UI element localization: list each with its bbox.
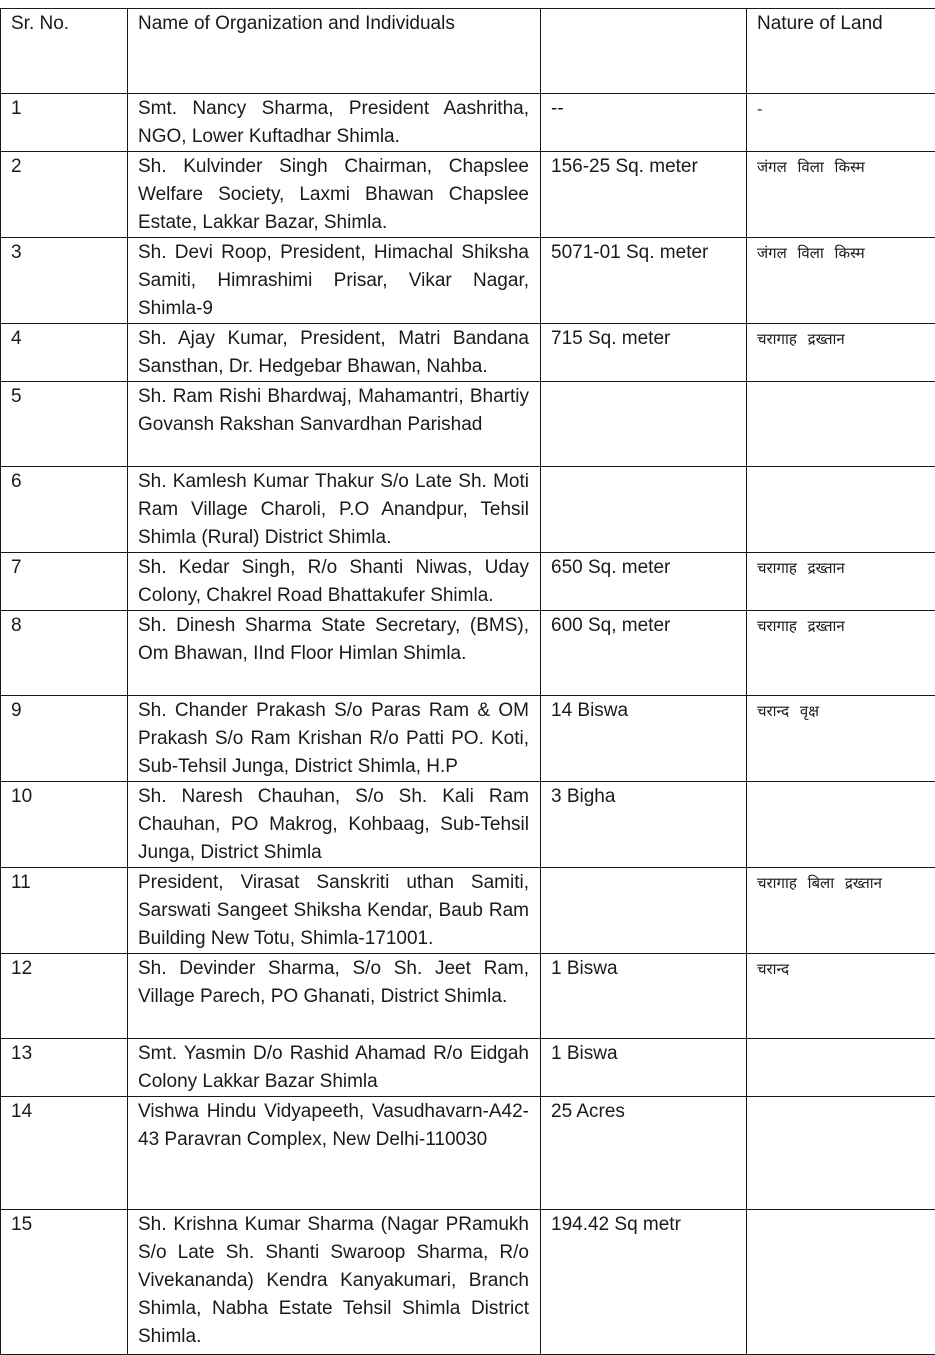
name-cell: Sh. Krishna Kumar Sharma (Nagar PRamukh S/o Late Sh. Shanti Swaroop Sharma, R/o Vivekananda) Kendra Kanyakumari, Branch Shimla, Nabha Estate Tehsil Shimla District Shimla. [128,1210,541,1355]
nature-cell [747,1210,935,1355]
sr-no-cell: 9 [1,696,128,782]
table-row [1,696,935,782]
nature-cell: चरागाह द्रख्तान [747,324,935,382]
name-cell: Sh. Devinder Sharma, S/o Sh. Jeet Ram, Village Parech, PO Ghanati, District Shimla. [128,954,541,1039]
nature-cell: चरागाह द्रख्तान [747,553,935,611]
area-cell [541,467,747,553]
table-row [1,1039,935,1097]
table-row [1,611,935,696]
area-cell: 194.42 Sq metr [541,1210,747,1355]
sr-no-cell: 15 [1,1210,128,1355]
nature-cell: जंगल विला किस्म [747,152,935,238]
table-row [1,382,935,467]
sr-no-cell: 10 [1,782,128,868]
name-cell: Smt. Yasmin D/o Rashid Ahamad R/o Eidgah Colony Lakkar Bazar Shimla [128,1039,541,1097]
sr-no-cell: 1 [1,94,128,152]
name-cell: Sh. Dinesh Sharma State Secretary, (BMS), Om Bhawan, IInd Floor Himlan Shimla. [128,611,541,696]
table-row [1,1097,935,1210]
table-row [1,467,935,553]
table-row [1,782,935,868]
nature-cell: चरागाह द्रख्तान [747,611,935,696]
header-area [541,9,747,94]
area-cell: 14 Biswa [541,696,747,782]
table-row [1,954,935,1039]
sr-no-cell: 7 [1,553,128,611]
table-row [1,152,935,238]
area-cell: 5071-01 Sq. meter [541,238,747,324]
area-cell: 3 Bigha [541,782,747,868]
name-cell: Sh. Devi Roop, President, Himachal Shiksha Samiti, Himrashimi Prisar, Vikar Nagar, Shimla-9 [128,238,541,324]
nature-cell: चरान्द [747,954,935,1039]
sr-no-cell: 3 [1,238,128,324]
name-cell: Sh. Naresh Chauhan, S/o Sh. Kali Ram Chauhan, PO Makrog, Kohbaag, Sub-Tehsil Junga, District Shimla [128,782,541,868]
area-cell: 715 Sq. meter [541,324,747,382]
nature-cell: चरान्द वृक्ष [747,696,935,782]
area-cell: 1 Biswa [541,954,747,1039]
sr-no-cell: 13 [1,1039,128,1097]
name-cell: Smt. Nancy Sharma, President Aashritha, NGO, Lower Kuftadhar Shimla. [128,94,541,152]
area-cell: -- [541,94,747,152]
area-cell: 156-25 Sq. meter [541,152,747,238]
name-cell: Sh. Ram Rishi Bhardwaj, Mahamantri, Bhartiy Govansh Rakshan Sanvardhan Parishad [128,382,541,467]
nature-cell [747,1039,935,1097]
name-cell: Sh. Kulvinder Singh Chairman, Chapslee Welfare Society, Laxmi Bhawan Chapslee Estate, Lakkar Bazar, Shimla. [128,152,541,238]
area-cell: 600 Sq, meter [541,611,747,696]
table-header-row [1,9,935,94]
name-cell: Sh. Kedar Singh, R/o Shanti Niwas, Uday Colony, Chakrel Road Bhattakufer Shimla. [128,553,541,611]
table-row [1,553,935,611]
sr-no-cell: 4 [1,324,128,382]
sr-no-cell: 14 [1,1097,128,1210]
nature-cell: चरागाह बिला द्रख्तान [747,868,935,954]
sr-no-cell: 12 [1,954,128,1039]
table-row [1,868,935,954]
table-row [1,94,935,152]
sr-no-cell: 8 [1,611,128,696]
name-cell: Sh. Ajay Kumar, President, Matri Bandana Sansthan, Dr. Hedgebar Bhawan, Nahba. [128,324,541,382]
name-cell: Sh. Kamlesh Kumar Thakur S/o Late Sh. Moti Ram Village Charoli, P.O Anandpur, Tehsil Shimla (Rural) District Shimla. [128,467,541,553]
nature-cell [747,382,935,467]
header-nature-of-land: Nature of Land [747,9,935,94]
sr-no-cell: 11 [1,868,128,954]
name-cell: Vishwa Hindu Vidyapeeth, Vasudhavarn-A42-43 Paravran Complex, New Delhi-110030 [128,1097,541,1210]
nature-cell: जंगल विला किस्म [747,238,935,324]
table-row [1,238,935,324]
sr-no-cell: 5 [1,382,128,467]
area-cell [541,868,747,954]
land-allotment-table [0,8,935,1355]
sr-no-cell: 6 [1,467,128,553]
table-row [1,324,935,382]
nature-cell [747,782,935,868]
area-cell: 650 Sq. meter [541,553,747,611]
sr-no-cell: 2 [1,152,128,238]
nature-cell [747,1097,935,1210]
header-sr-no: Sr. No. [1,9,128,94]
nature-cell [747,467,935,553]
area-cell: 1 Biswa [541,1039,747,1097]
name-cell: President, Virasat Sanskriti uthan Samiti, Sarswati Sangeet Shiksha Kendar, Baub Ram Building New Totu, Shimla-171001. [128,868,541,954]
area-cell: 25 Acres [541,1097,747,1210]
nature-cell: - [747,94,935,152]
area-cell [541,382,747,467]
header-name: Name of Organization and Individuals [128,9,541,94]
name-cell: Sh. Chander Prakash S/o Paras Ram & OM Prakash S/o Ram Krishan R/o Patti PO. Koti, Sub-Tehsil Junga, District Shimla, H.P [128,696,541,782]
table-row [1,1210,935,1355]
